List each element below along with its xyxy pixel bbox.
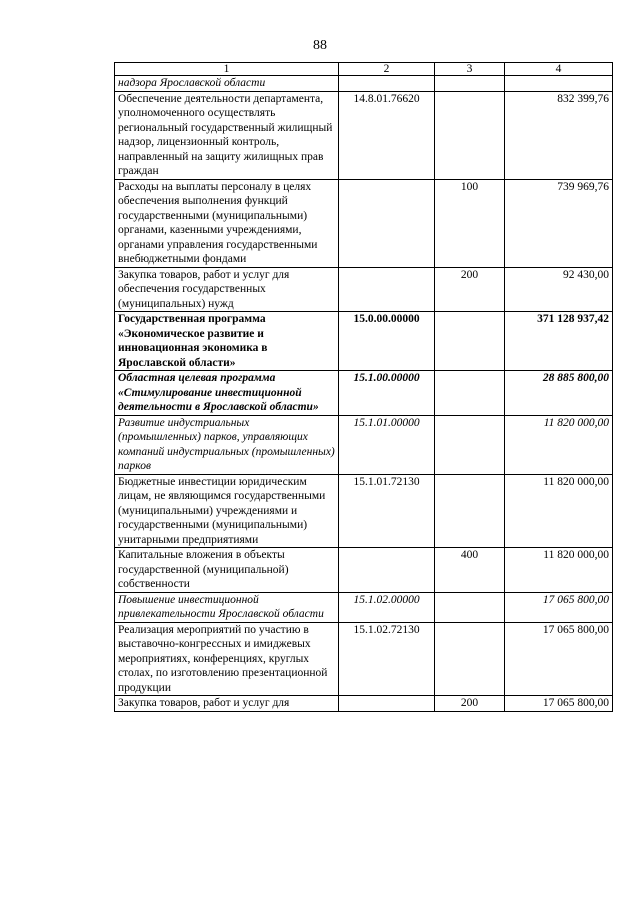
row-name-cell: Повышение инвестиционной привлекательности Ярославской области (115, 592, 339, 622)
row-type-cell (435, 76, 505, 92)
row-name-cell: надзора Ярославской области (115, 76, 339, 92)
column-header-amount: 4 (505, 63, 613, 76)
row-name-cell: Развитие индустриальных (промышленных) парков, управляющих компаний индустриальных (промышленных) парков (115, 415, 339, 474)
table-row (115, 415, 613, 474)
row-amount-cell: 11 820 000,00 (505, 415, 613, 474)
row-amount-cell: 11 820 000,00 (505, 548, 613, 593)
row-type-cell (435, 622, 505, 696)
row-type-cell (435, 415, 505, 474)
row-name-cell: Реализация мероприятий по участию в выставочно-конгрессных и имиджевых мероприятиях, конференциях, круглых столах, по изготовлению презентационной продукции (115, 622, 339, 696)
row-name-cell: Обеспечение деятельности департамента, уполномоченного осуществлять региональный государственный жилищный надзор, лицензионный контроль, направленный на защиту жилищных прав граждан (115, 91, 339, 179)
row-amount-cell (505, 76, 613, 92)
page-number: 88 (313, 38, 327, 53)
row-type-cell (435, 91, 505, 179)
table-body (115, 76, 613, 712)
row-amount-cell: 17 065 800,00 (505, 592, 613, 622)
column-header-code: 2 (339, 63, 435, 76)
table-row (115, 371, 613, 416)
row-name-cell: Государственная программа «Экономическое развитие и инновационная экономика в Ярославской области» (115, 312, 339, 371)
row-amount-cell: 17 065 800,00 (505, 622, 613, 696)
row-amount-cell: 739 969,76 (505, 179, 613, 267)
table-row (115, 267, 613, 312)
row-code-cell: 15.1.02.00000 (339, 592, 435, 622)
row-amount-cell: 17 065 800,00 (505, 696, 613, 712)
row-type-cell (435, 592, 505, 622)
table-row (115, 548, 613, 593)
row-type-cell: 200 (435, 696, 505, 712)
row-code-cell: 15.1.01.00000 (339, 415, 435, 474)
row-code-cell (339, 696, 435, 712)
column-header-type: 3 (435, 63, 505, 76)
table-header-row (115, 63, 613, 76)
row-code-cell: 15.1.02.72130 (339, 622, 435, 696)
table-row (115, 696, 613, 712)
row-code-cell (339, 76, 435, 92)
row-amount-cell: 11 820 000,00 (505, 474, 613, 548)
budget-table (114, 62, 613, 712)
table-row (115, 76, 613, 92)
row-type-cell: 100 (435, 179, 505, 267)
row-name-cell: Бюджетные инвестиции юридическим лицам, не являющимся государственными (муниципальными) учреждениями и государственными (муниципальными) унитарными предприятиями (115, 474, 339, 548)
row-name-cell: Областная целевая программа «Стимулирование инвестиционной деятельности в Ярославской области» (115, 371, 339, 416)
row-name-cell: Капитальные вложения в объекты государственной (муниципальной) собственности (115, 548, 339, 593)
row-name-cell: Расходы на выплаты персоналу в целях обеспечения выполнения функций государственными (муниципальными) органами, казенными учреждениями, органами управления государственными внебюджетными фондами (115, 179, 339, 267)
table-row (115, 91, 613, 179)
row-amount-cell: 832 399,76 (505, 91, 613, 179)
table-row (115, 622, 613, 696)
row-code-cell (339, 267, 435, 312)
row-code-cell: 15.0.00.00000 (339, 312, 435, 371)
row-name-cell: Закупка товаров, работ и услуг для обеспечения государственных (муниципальных) нужд (115, 267, 339, 312)
row-amount-cell: 371 128 937,42 (505, 312, 613, 371)
row-type-cell: 400 (435, 548, 505, 593)
table-row (115, 474, 613, 548)
row-code-cell (339, 179, 435, 267)
row-name-cell: Закупка товаров, работ и услуг для (115, 696, 339, 712)
row-amount-cell: 28 885 800,00 (505, 371, 613, 416)
row-code-cell (339, 548, 435, 593)
row-type-cell (435, 312, 505, 371)
row-code-cell: 15.1.00.00000 (339, 371, 435, 416)
row-type-cell (435, 474, 505, 548)
row-type-cell: 200 (435, 267, 505, 312)
row-type-cell (435, 371, 505, 416)
row-code-cell: 15.1.01.72130 (339, 474, 435, 548)
table-row (115, 179, 613, 267)
table-row (115, 312, 613, 371)
table-row (115, 592, 613, 622)
row-code-cell: 14.8.01.76620 (339, 91, 435, 179)
row-amount-cell: 92 430,00 (505, 267, 613, 312)
column-header-name: 1 (115, 63, 339, 76)
